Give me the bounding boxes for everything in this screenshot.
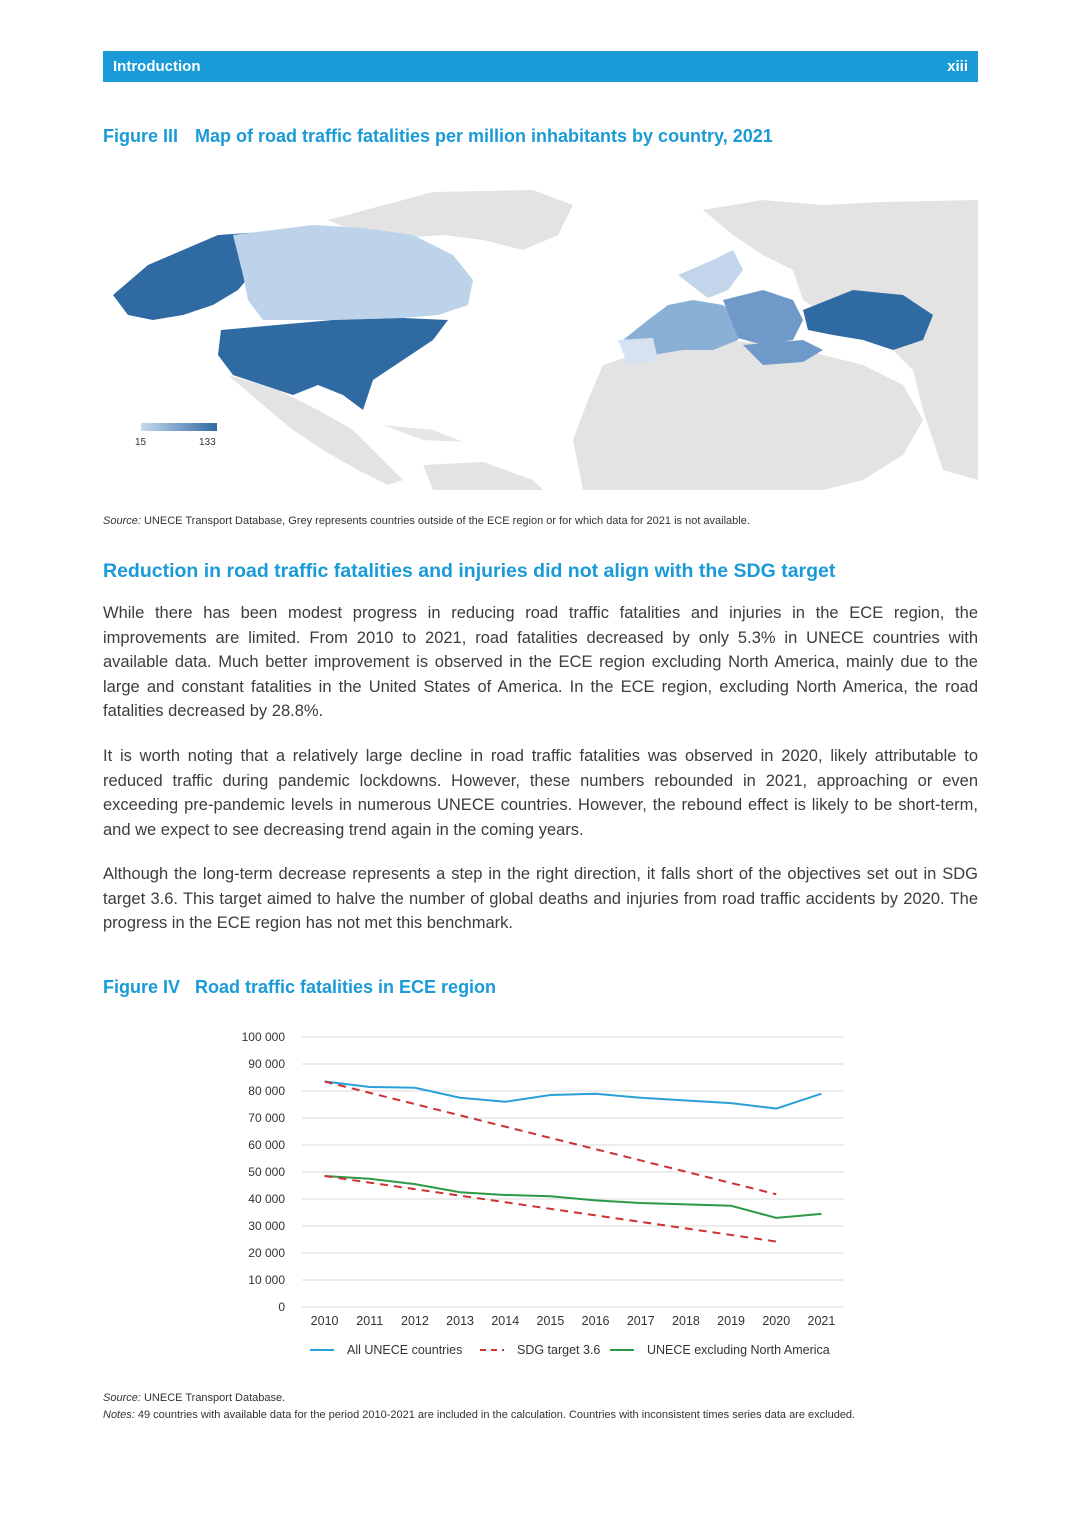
paragraph-1: While there has been modest progress in reducing road traffic fatalities and injuries in the ECE region, the improvements are limited. From 2010 to 2021, road fatalities decreased by only 5.3% in UNECE countries with available data. Much better improvement is observed in the ECE region excluding North America, mainly due to the large and constant fatalities in the United States of America. In the ECE region, excluding North America, the road fatalities decreased by 28.8%. (103, 604, 978, 720)
series-line-1 (325, 1082, 777, 1195)
figure-3-caption: Map of road traffic fatalities per million inhabitants by country, 2021 (195, 126, 773, 146)
map-legend-gradient (141, 423, 217, 431)
y-tick-label: 50 000 (248, 1165, 285, 1179)
series-line-3 (325, 1176, 777, 1241)
map-legend-max: 133 (199, 437, 216, 448)
figure-4-number: Figure IV (103, 977, 181, 997)
x-tick-label: 2012 (401, 1314, 429, 1328)
header-section-title: Introduction (113, 58, 201, 75)
figure-3-source-text: UNECE Transport Database, Grey represents countries outside of the ECE region or for which data for 2021 is not available. (140, 515, 750, 527)
legend-label: UNECE excluding North America (647, 1343, 830, 1357)
x-tick-label: 2010 (310, 1314, 339, 1328)
y-tick-label: 100 000 (241, 1030, 285, 1044)
y-tick-label: 60 000 (248, 1138, 285, 1152)
fatalities-map (103, 180, 978, 490)
series-line-2 (325, 1176, 822, 1218)
x-tick-label: 2013 (446, 1314, 474, 1328)
x-tick-label: 2021 (807, 1314, 836, 1328)
figure-3-source-label: Source: (103, 515, 141, 527)
y-tick-label: 20 000 (248, 1246, 285, 1260)
x-tick-label: 2018 (672, 1314, 700, 1328)
figure-3-source (103, 515, 750, 527)
series-line-0 (325, 1082, 822, 1109)
y-tick-label: 80 000 (248, 1084, 285, 1098)
fatalities-line-chart (230, 1020, 860, 1380)
x-tick-label: 2016 (581, 1314, 610, 1328)
paragraph-2: It is worth noting that a relatively large decline in road traffic fatalities was observed in 2020, likely attributable to reduced traffic during pandemic lockdowns. However, these numbers rebounded in 2021, approaching or even exceeding pre-pandemic levels in numerous UNECE countries. However, the rebound effect is likely to be short-term, and we expect to see decreasing trend again in the coming years. (103, 747, 978, 839)
chart-series (325, 1082, 822, 1242)
figure-4-notes-label: Notes: (103, 1409, 135, 1421)
map-legend-min: 15 (135, 437, 147, 448)
figure-3-number: Figure III (103, 126, 179, 146)
legend-label: SDG target 3.6 (517, 1343, 601, 1357)
chart-y-ticks (242, 1030, 286, 1314)
figure-4-notes-text: 49 countries with available data for the period 2010-2021 are included in the calculation. Countries with inconsistent times series data are excluded. (134, 1409, 856, 1421)
y-tick-label: 40 000 (248, 1192, 285, 1206)
y-tick-label: 70 000 (248, 1111, 285, 1125)
figure-4-source (103, 1392, 285, 1404)
x-tick-label: 2015 (536, 1314, 565, 1328)
y-tick-label: 0 (278, 1300, 285, 1314)
y-tick-label: 10 000 (248, 1273, 285, 1287)
figure-4-source-label: Source: (103, 1392, 141, 1404)
legend-label: All UNECE countries (347, 1343, 463, 1357)
figure-3-title (103, 126, 773, 147)
chart-gridlines (302, 1037, 844, 1307)
chart-legend (310, 1343, 830, 1357)
page-header (103, 51, 978, 82)
x-tick-label: 2014 (491, 1314, 520, 1328)
x-tick-label: 2019 (717, 1314, 745, 1328)
paragraph-3: Although the long-term decrease represents a step in the right direction, it falls short of the objectives set out in SDG target 3.6. This target aimed to halve the number of global deaths and injuries from road traffic accidents by 2020. The progress in the ECE region has not met this benchmark. (103, 865, 978, 932)
y-tick-label: 30 000 (248, 1219, 285, 1233)
chart-x-ticks (311, 1314, 836, 1328)
x-tick-label: 2011 (356, 1314, 384, 1328)
figure-4-caption: Road traffic fatalities in ECE region (195, 977, 497, 997)
x-tick-label: 2020 (762, 1314, 791, 1328)
figure-4-title (103, 977, 496, 998)
figure-4-source-text: UNECE Transport Database. (140, 1392, 286, 1404)
figure-4-notes (103, 1409, 855, 1421)
x-tick-label: 2017 (626, 1314, 655, 1328)
section-heading: Reduction in road traffic fatalities and injuries did not align with the SDG target (103, 560, 836, 582)
y-tick-label: 90 000 (248, 1057, 285, 1071)
page-number: xiii (947, 58, 968, 75)
